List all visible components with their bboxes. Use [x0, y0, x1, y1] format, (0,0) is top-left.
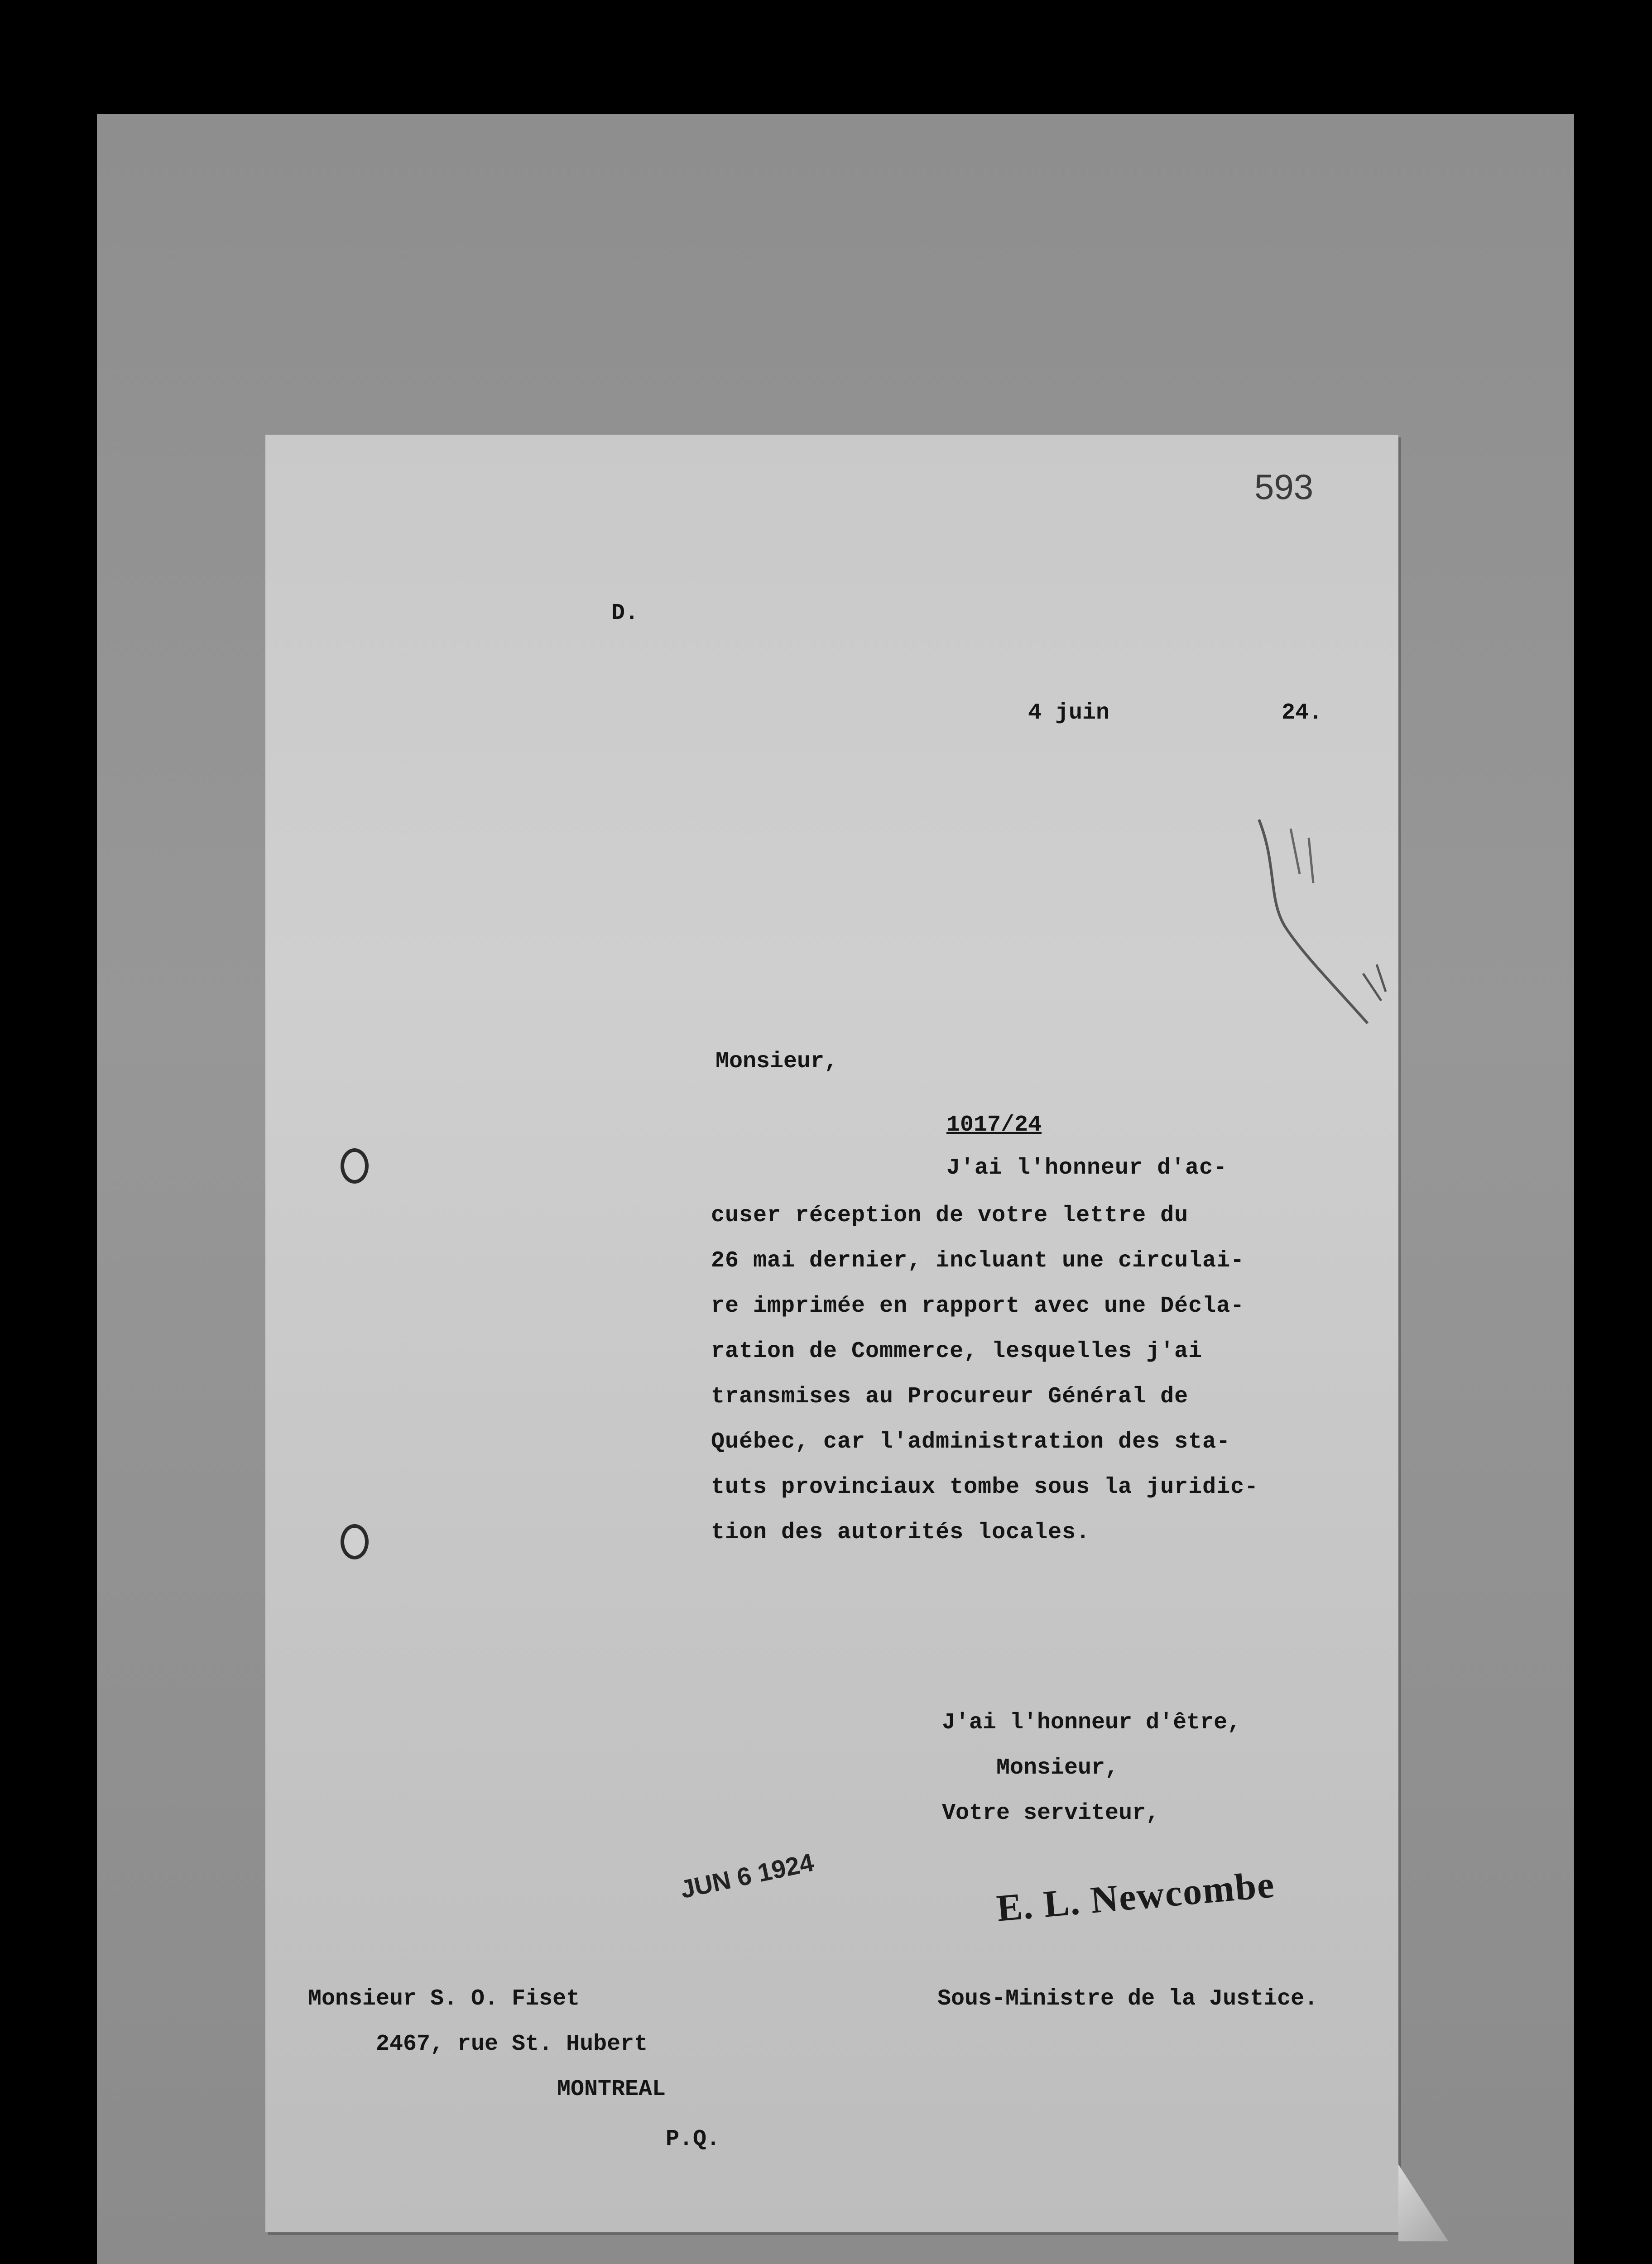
body-line: Québec, car l'administration des sta-	[711, 1429, 1231, 1455]
letter-sheet	[265, 435, 1398, 2232]
recipient-street: 2467, rue St. Hubert	[376, 2031, 648, 2057]
recipient-province: P.Q.	[666, 2126, 720, 2152]
closing-line: Votre serviteur,	[942, 1800, 1160, 1826]
recipient-city: MONTREAL	[557, 2077, 666, 2102]
pencil-annotation	[1250, 811, 1395, 1046]
body-line: J'ai l'honneur d'ac-	[946, 1155, 1228, 1181]
date-year: 24.	[1282, 700, 1323, 726]
body-line: 26 mai dernier, incluant une circulai-	[711, 1248, 1245, 1274]
closing-line: J'ai l'honneur d'être,	[942, 1710, 1241, 1736]
letter-initial: D.	[611, 600, 639, 626]
body-line: tion des autorités locales.	[711, 1520, 1090, 1545]
body-line: transmises au Procureur Général de	[711, 1384, 1189, 1410]
punch-hole-bottom	[341, 1524, 369, 1559]
body-line: re imprimée en rapport avec une Décla-	[711, 1293, 1245, 1319]
page-number: 593	[1254, 467, 1314, 507]
file-reference: 1017/24	[946, 1112, 1042, 1138]
signature-stamp: E. L. Newcombe	[995, 1863, 1277, 1930]
salutation: Monsieur,	[716, 1049, 838, 1074]
body-line: ration de Commerce, lesquelles j'ai	[711, 1338, 1203, 1364]
recipient-name: Monsieur S. O. Fiset	[308, 1986, 580, 2012]
closing-line: Monsieur,	[996, 1755, 1119, 1781]
body-line: cuser réception de votre lettre du	[711, 1203, 1189, 1228]
date-stamp: JUN 6 1924	[677, 1847, 816, 1904]
punch-hole-top	[341, 1148, 369, 1184]
date-day: 4 juin	[1028, 700, 1110, 726]
signer-title: Sous-Ministre de la Justice.	[937, 1986, 1318, 2012]
body-line: tuts provinciaux tombe sous la juridic-	[711, 1474, 1259, 1500]
